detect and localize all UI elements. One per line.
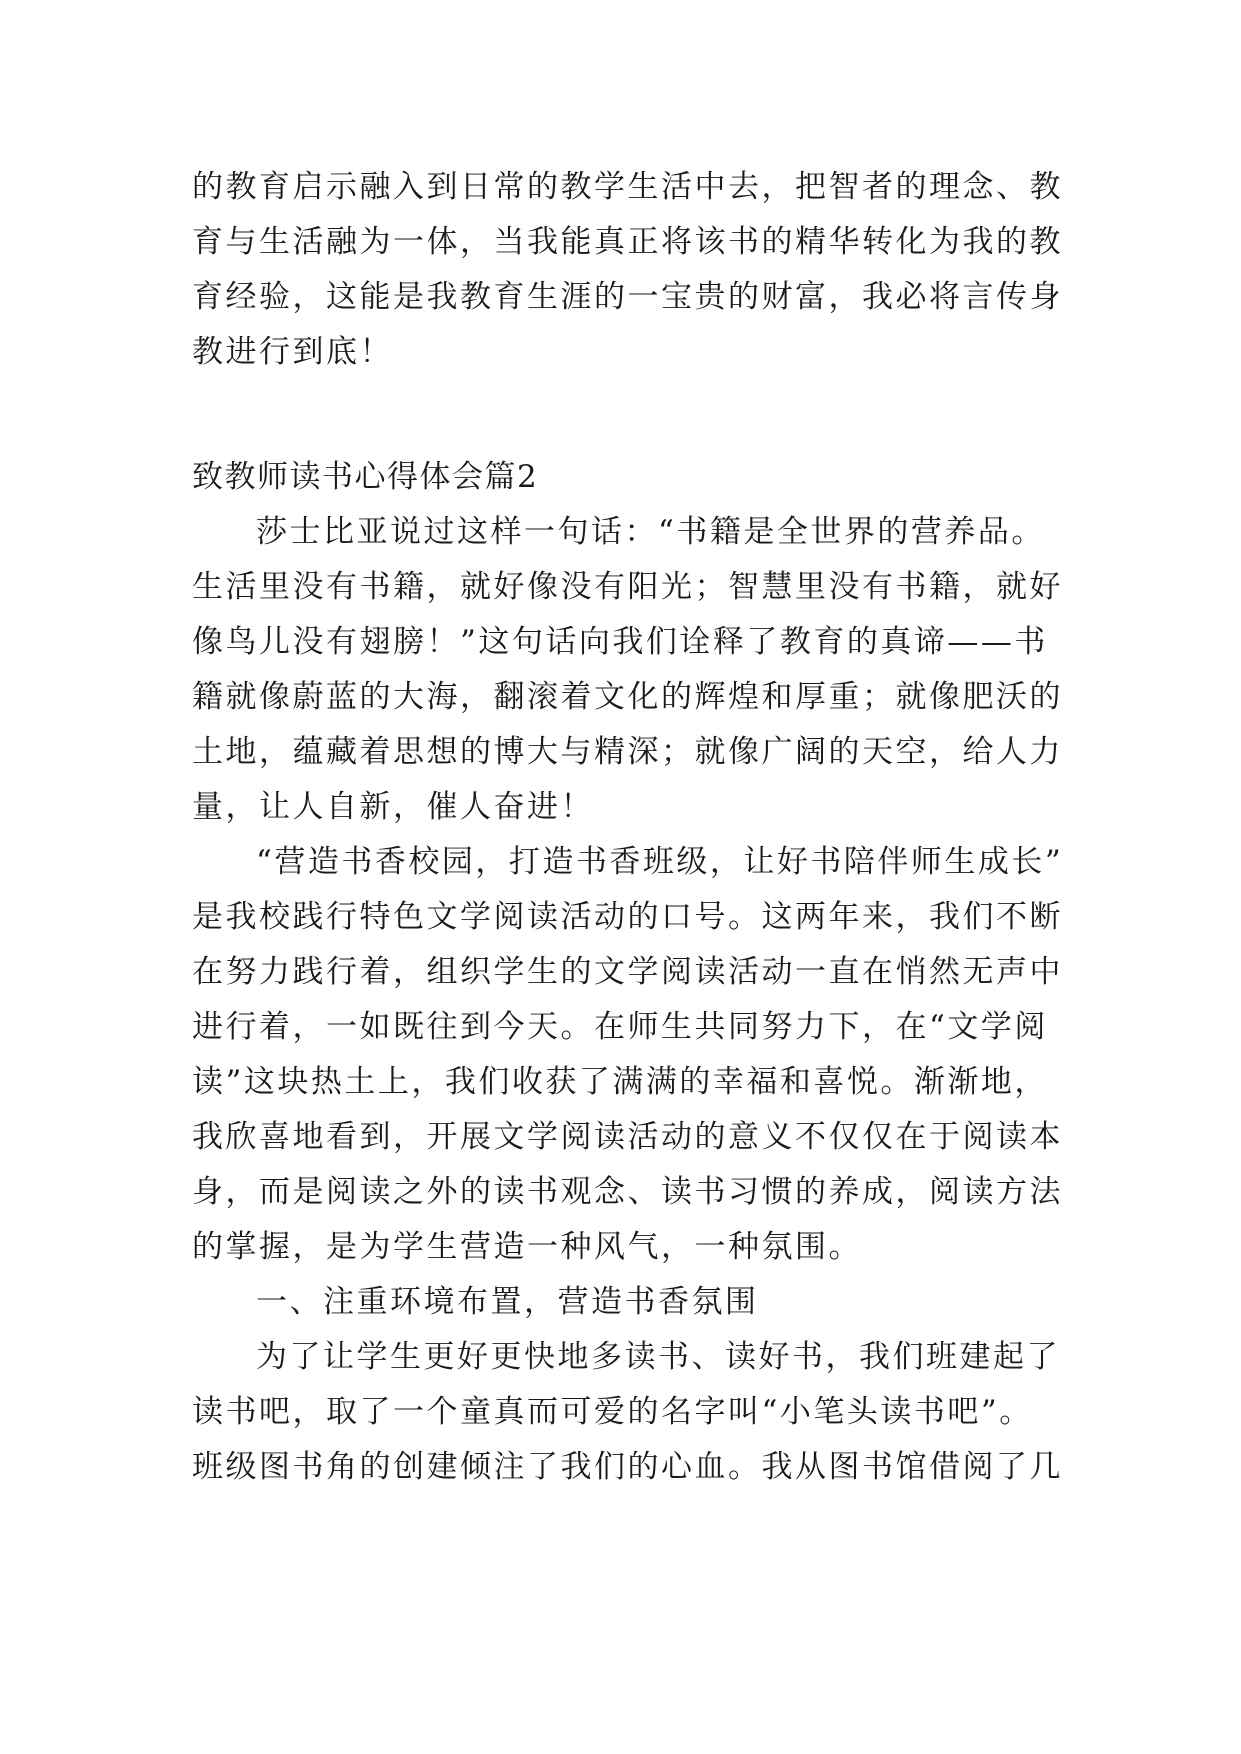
paragraph-line: 莎士比亚说过这样一句话：“书籍是全世界的营养品。 [256, 514, 1045, 550]
intro-line: 教进行到底！ [192, 334, 393, 370]
paragraph-line: 在努力践行着，组织学生的文学阅读活动一直在悄然无声中 [192, 954, 1063, 990]
paragraph-line: 身，而是阅读之外的读书观念、读书习惯的养成，阅读方法 [192, 1174, 1063, 1210]
paragraph-line: 进行着，一如既往到今天。在师生共同努力下，在“文学阅 [192, 1009, 1048, 1045]
paragraph-line: 班级图书角的创建倾注了我们的心血。我从图书馆借阅了几 [192, 1449, 1063, 1485]
paragraph-line: 土地，蕴藏着思想的博大与精深；就像广阔的天空，给人力 [192, 734, 1063, 770]
paragraph-line: 生活里没有书籍，就好像没有阳光；智慧里没有书籍，就好 [192, 569, 1063, 605]
paragraph-line: 为了让学生更好更快地多读书、读好书，我们班建起了 [256, 1339, 1060, 1375]
paragraph-line: 我欣喜地看到，开展文学阅读活动的意义不仅仅在于阅读本 [192, 1119, 1063, 1155]
paragraph-line: 读”这块热土上，我们收获了满满的幸福和喜悦。渐渐地， [192, 1064, 1048, 1100]
paragraph-line: 籍就像蔚蓝的大海，翻滚着文化的辉煌和厚重；就像肥沃的 [192, 679, 1063, 715]
intro-line: 育经验，这能是我教育生涯的一宝贵的财富，我必将言传身 [192, 279, 1063, 315]
paragraph-line: “营造书香校园，打造书香班级，让好书陪伴师生成长” [256, 844, 1064, 880]
subheading: 一、注重环境布置，营造书香氛围 [256, 1284, 759, 1320]
paragraph-line: 量，让人自新，催人奋进！ [192, 789, 594, 825]
section-title: 致教师读书心得体会篇2 [192, 459, 539, 495]
paragraph-line: 读书吧，取了一个童真而可爱的名字叫“小笔头读书吧”。 [192, 1394, 1033, 1430]
paragraph-line: 是我校践行特色文学阅读活动的口号。这两年来，我们不断 [192, 899, 1063, 935]
paragraph-line: 的掌握，是为学生营造一种风气，一种氛围。 [192, 1229, 862, 1265]
paragraph-line: 像鸟儿没有翅膀！”这句话向我们诠释了教育的真谛——书 [192, 624, 1048, 660]
intro-line: 的教育启示融入到日常的教学生活中去，把智者的理念、教 [192, 169, 1063, 205]
intro-line: 育与生活融为一体，当我能真正将该书的精华转化为我的教 [192, 224, 1063, 260]
